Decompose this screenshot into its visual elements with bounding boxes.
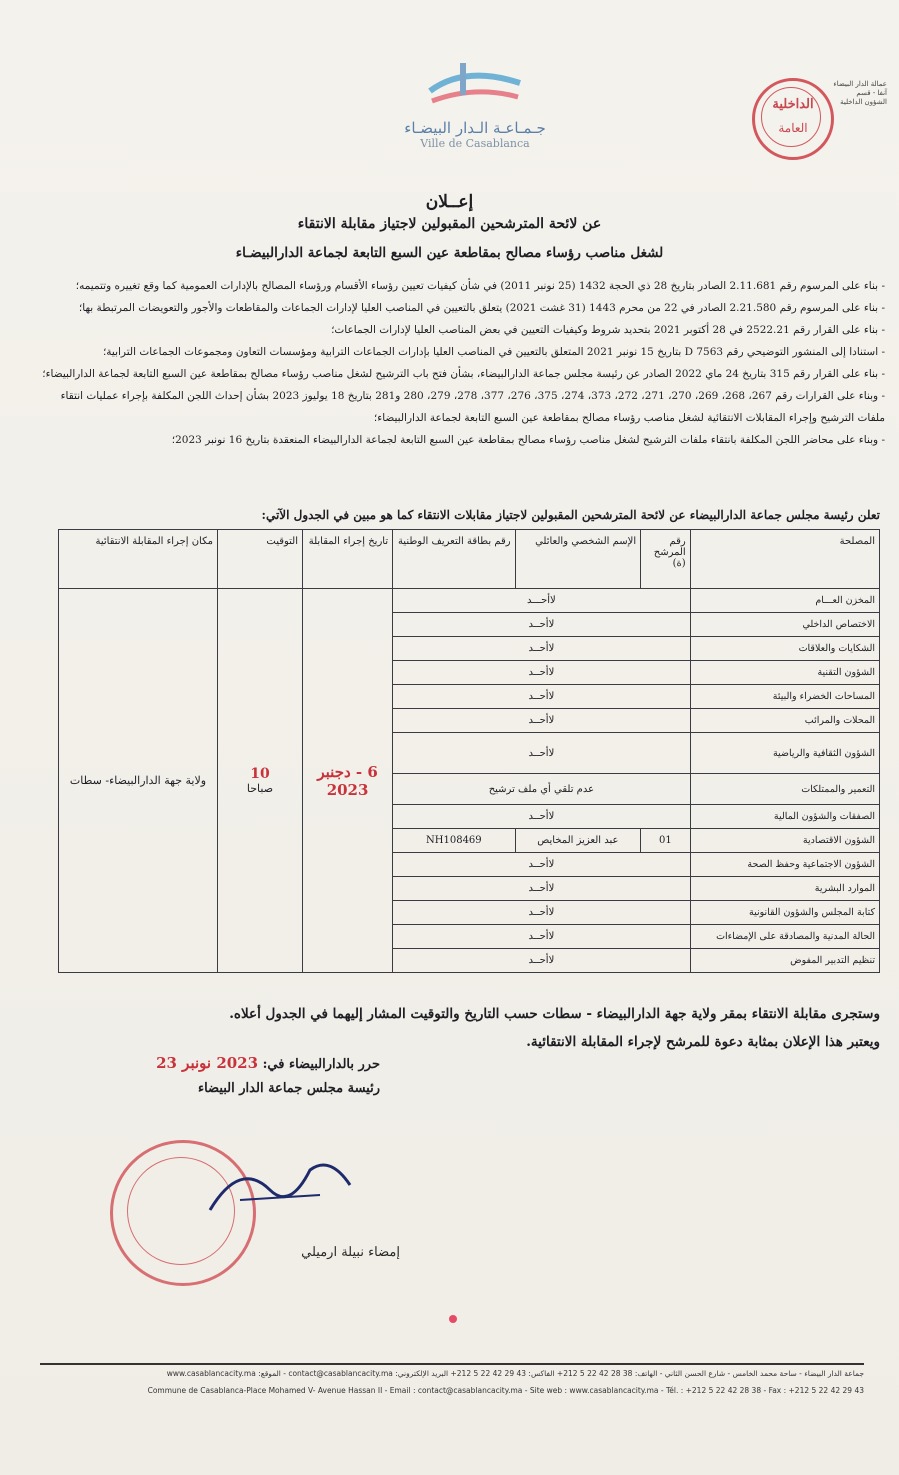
note-line: وستجرى مقابلة الانتقاء بمقر ولاية جهة الدارالبيضاء - سطات حسب التاريخ والتوقيت المشار إليهما في الجدول أعلاه. <box>229 1006 880 1022</box>
closing-notes <box>100 1000 880 1056</box>
header-time: التوقيت <box>217 530 302 589</box>
candidate-cin: NH108469 <box>393 829 515 853</box>
legal-clauses <box>25 275 885 451</box>
service-cell: الشؤون التقنية <box>690 661 879 685</box>
interview-place: ولاية جهة الدارالبيضاء- سطات <box>59 589 218 973</box>
issued-date: 2023 نونبر 23 <box>156 1054 259 1072</box>
interview-time: 10 <box>250 766 270 782</box>
logo-arabic-text: جـمـاعـة الـدار البيضـاء <box>404 119 546 137</box>
candidate-number: 01 <box>641 829 691 853</box>
service-cell: الاختصاص الداخلي <box>690 613 879 637</box>
authority-title: رئيسة مجلس جماعة الدار البيضاء <box>197 1081 380 1096</box>
page-footer <box>40 1363 864 1395</box>
no-candidate-cell: لاأحــد <box>393 901 691 925</box>
header-cin: رقم بطاقة التعريف الوطنية <box>393 530 515 589</box>
service-cell: التعمير والممتلكات <box>690 774 879 805</box>
header-service: المصلحة <box>690 530 879 589</box>
no-candidate-cell: لاأحــد <box>393 661 691 685</box>
clause: - بناء على المرسوم رقم 2.21.580 الصادر في 22 من محرم 1443 (31 غشت 2021) يتعلق بالتعيين في المناصب العليا لإدارات الجماعات والمقاطعات والأجور والتعويضات المرتبطة بها؛ <box>78 302 885 314</box>
no-candidate-cell: لاأحــد <box>393 805 691 829</box>
city-logo <box>400 55 550 170</box>
issued-at-label: حرر بالدارالبيضاء في: <box>262 1057 380 1072</box>
header-place: مكان إجراء المقابلة الانتقائية <box>59 530 218 589</box>
signature-label: إمضاء نبيلة ارميلي <box>301 1245 400 1260</box>
interview-time-cell <box>217 589 302 973</box>
no-candidate-cell: لاأحــد <box>393 637 691 661</box>
footer-arabic: جماعة الدار البيضاء - ساحة محمد الخامس - شارع الحسن الثاني - الهاتف: 38 28 42 22 5 212+ الفاكس: 43 29 42 22 5 212+ البريد الإلكتروني: contact@casablancacity.ma - الموقع: www.casablancacity.ma <box>166 1369 864 1378</box>
service-cell: المخزن العـــام <box>690 589 879 613</box>
clause: ملفات الترشيح وإجراء المقابلات الانتقائية لشغل مناصب رؤساء مصالح بمقاطعة عين السبع التابعة لجماعة الدارالبيضاء؛ <box>373 412 885 424</box>
service-cell: كتابة المجلس والشؤون القانونية <box>690 901 879 925</box>
no-candidate-cell: لاأحــد <box>393 733 691 774</box>
service-cell: المحلات والمرائب <box>690 709 879 733</box>
side-note: عمالة الدار البيضاء آنفا - قسم الشؤون الداخلية <box>833 80 887 106</box>
service-cell: الشؤون الاجتماعية وحفظ الصحة <box>690 853 879 877</box>
no-candidate-cell: لاأحــد <box>393 685 691 709</box>
clause: - وبناء على محاضر اللجن المكلفة بانتقاء ملفات الترشيح لشغل مناصب رؤساء مصالح بمقاطعة عين السبع التابعة لجماعة الدارالبيضاء المنعقدة بتاريخ 16 نونبر 2023؛ <box>171 434 885 446</box>
service-cell: الصفقات والشؤون المالية <box>690 805 879 829</box>
service-cell: المساحات الخضراء والبيئة <box>690 685 879 709</box>
no-candidate-cell: لاأحــد <box>393 613 691 637</box>
logo-mark-icon <box>420 55 530 115</box>
footer-french: Commune de Casablanca-Place Mohamed V- Avenue Hassan II - Email : contact@casablancacity.ma - Site web : www.casablancacity.ma - Tél. : +212 5 22 42 28 38 - Fax : +212 5 22 42 29 43 <box>147 1386 864 1395</box>
no-candidate-cell: لاأحــد <box>393 925 691 949</box>
interview-time-unit: صباحا <box>246 782 274 795</box>
header-interview-date: تاريخ إجراء المقابلة <box>303 530 393 589</box>
no-candidate-cell: لاأحــد <box>393 709 691 733</box>
header-name: الإسم الشخصي والعائلي <box>515 530 641 589</box>
service-cell: الشؤون الاقتصادية <box>690 829 879 853</box>
service-cell: تنظيم التدبير المفوض <box>690 949 879 973</box>
logo-french-text: Ville de Casablanca <box>420 137 530 150</box>
table-row <box>59 589 880 613</box>
candidates-table <box>58 529 880 973</box>
received-stamp: الداخلية العامة <box>752 78 834 160</box>
clause: - بناء على القرار رقم 2522.21 في 28 أكتوبر 2021 بتحديد شروط وكيفيات التعيين في بعض المناصب العليا لإدارات الجماعات؛ <box>331 324 885 336</box>
no-candidate-cell: لاأحــد <box>393 853 691 877</box>
interview-date: 6 - دجنبر 2023 <box>317 762 378 799</box>
clause: - بناء على القرار رقم 315 بتاريخ 24 ماي 2022 الصادر عن رئيسة مجلس جماعة الدارالبيضاء، بشأن فتح باب الترشيح لشغل مناصب رؤساء مصالح بمقاطعة عين السبع التابعة لجماعة الدارالبيضاء؛ <box>42 368 885 380</box>
no-candidate-cell: عدم تلقي أي ملف ترشيح <box>393 774 691 805</box>
table-header-row <box>59 530 880 589</box>
clause: - استنادا إلى المنشور التوضيحي رقم D 7563 بتاريخ 15 نونبر 2021 المتعلق بالتعيين في المناصب العليا بإدارات الجماعات الترابية ومؤسسات التعاون ومجموعات الجماعات الترابية؛ <box>102 346 885 358</box>
interview-date-cell <box>303 589 393 973</box>
signature-icon <box>200 1150 360 1230</box>
page-subtitle-2: لشغل مناصب رؤساء مصالح بمقاطعة عين السبع التابعة لجماعة الدارالبيضـاء <box>235 245 664 261</box>
table-intro: تعلن رئيسة مجلس جماعة الدارالبيضاء عن لائحة المترشحين المقبولين لاجتياز مقابلات الانتقاء كما هو مبين في الجدول الآتي: <box>261 508 880 522</box>
clause: - بناء على المرسوم رقم 2.11.681 الصادر بتاريخ 28 ذي الحجة 1432 (25 نونبر 2011) في شأن كيفيات تعيين رؤساء الأقسام ورؤساء المصالح بالإدارات العمومية كما وقع تغييره وتتميمه؛ <box>75 280 885 292</box>
candidate-name: عبد العزيز المخايص <box>515 829 641 853</box>
no-candidate-cell: لاأحــد <box>393 877 691 901</box>
service-cell: الشكايات والعلاقات <box>690 637 879 661</box>
no-candidate-cell: لاأحـــد <box>393 589 691 613</box>
note-line: ويعتبر هذا الإعلان بمثابة دعوة للمرشح لإجراء المقابلة الانتقائية. <box>526 1034 880 1050</box>
clause: - وبناء على القرارات رقم 267، 268، 269، 270، 271، 272، 373، 274، 375، 276، 377، 278، 279، 280 و281 بتاريخ 18 يوليوز 2023 بشأن إحداث اللجن المكلفة بإجراء عمليات انتقاء <box>60 390 885 402</box>
header-num: رقم المرشح (ة) <box>641 530 691 589</box>
pink-dot-icon <box>449 1315 457 1323</box>
page-title: إعــلان <box>425 192 474 212</box>
no-candidate-cell: لاأحــد <box>393 949 691 973</box>
service-cell: الشؤون الثقافية والرياضية <box>690 733 879 774</box>
signature-area <box>110 1130 400 1280</box>
issued-at-row <box>70 1050 380 1076</box>
signoff-block <box>70 1050 380 1102</box>
service-cell: الموارد البشرية <box>690 877 879 901</box>
page-subtitle: عن لائحة المترشحين المقبولين لاجتياز مقابلة الانتقاء <box>297 216 602 232</box>
service-cell: الحالة المدنية والمصادقة على الإمضاءات <box>690 925 879 949</box>
